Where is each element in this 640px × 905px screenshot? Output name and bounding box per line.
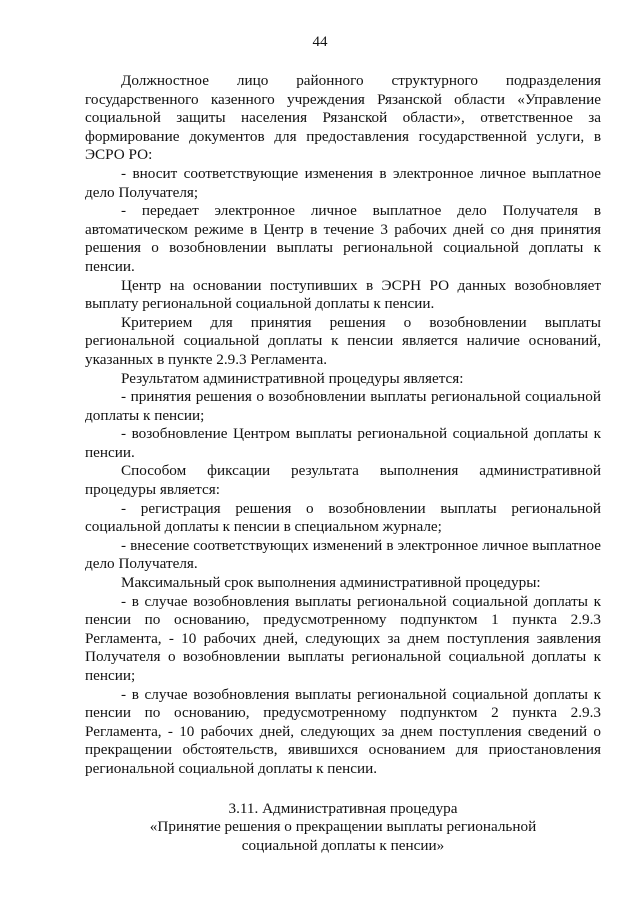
paragraph: Критерием для принятия решения о возобновлении выплаты региональной социальной доплаты к пенсии является наличие оснований, указанных в пункте 2.9.3 Регламента.: [85, 313, 601, 368]
paragraph: Должностное лицо районного структурного подразделения государственного казенного учреждения Рязанской области «Управление социальной защиты населения Рязанской области», ответственное за формирование документов для предоставления государственной услуги, в ЭСРО РО:: [85, 72, 601, 164]
paragraph: - в случае возобновления выплаты региональной социальной доплаты к пенсии по основанию, предусмотренному подпунктом 1 пункта 2.9.3 Регламента, - 10 рабочих дней, следующих за днем поступления заявления Получателя о возобновлении выплаты региональной социальной доплаты к пенсии;: [85, 592, 601, 684]
document-body: [85, 72, 601, 855]
paragraph: - внесение соответствующих изменений в электронное личное выплатное дело Получателя.: [85, 536, 601, 573]
section-heading-line: «Принятие решения о прекращении выплаты региональной: [149, 818, 537, 836]
paragraph: - возобновление Центром выплаты региональной социальной доплаты к пенсии.: [85, 425, 601, 461]
paragraph: - принятия решения о возобновлении выплаты региональной социальной доплаты к пенсии;: [85, 388, 601, 424]
section-spacer: [85, 779, 601, 800]
paragraph: Центр на основании поступивших в ЭСРН РО данных возобновляет выплату региональной социальной доплаты к пенсии.: [85, 276, 601, 313]
section-heading-line: социальной доплаты к пенсии»: [241, 836, 445, 854]
paragraph: Способом фиксации результата выполнения административной процедуры является:: [85, 462, 601, 499]
paragraph: - регистрация решения о возобновлении выплаты региональной социальной доплаты к пенсии в специальном журнале;: [85, 499, 601, 536]
paragraph: - в случае возобновления выплаты региональной социальной доплаты к пенсии по основанию, предусмотренному подпунктом 2 пункта 2.9.3 Регламента, - 10 рабочих дней, следующих за днем поступления сведений о прекращении обстоятельств, явившихся основанием для приостановления региональной социальной доплаты к пенсии.: [85, 685, 601, 777]
section-heading: [85, 800, 601, 856]
paragraph: Результатом административной процедуры является:: [121, 369, 464, 387]
page-number: 44: [312, 34, 328, 50]
paragraph: - передает электронное личное выплатное дело Получателя в автоматическом режиме в Центр в течение 3 рабочих дней со дня принятия решения о возобновлении выплаты региональной социальной доплаты к пенсии.: [85, 202, 601, 275]
paragraph: - вносит соответствующие изменения в электронное личное выплатное дело Получателя;: [85, 164, 601, 201]
paragraph: Максимальный срок выполнения административной процедуры:: [121, 574, 541, 592]
section-heading-line: 3.11. Административная процедура: [228, 799, 458, 817]
